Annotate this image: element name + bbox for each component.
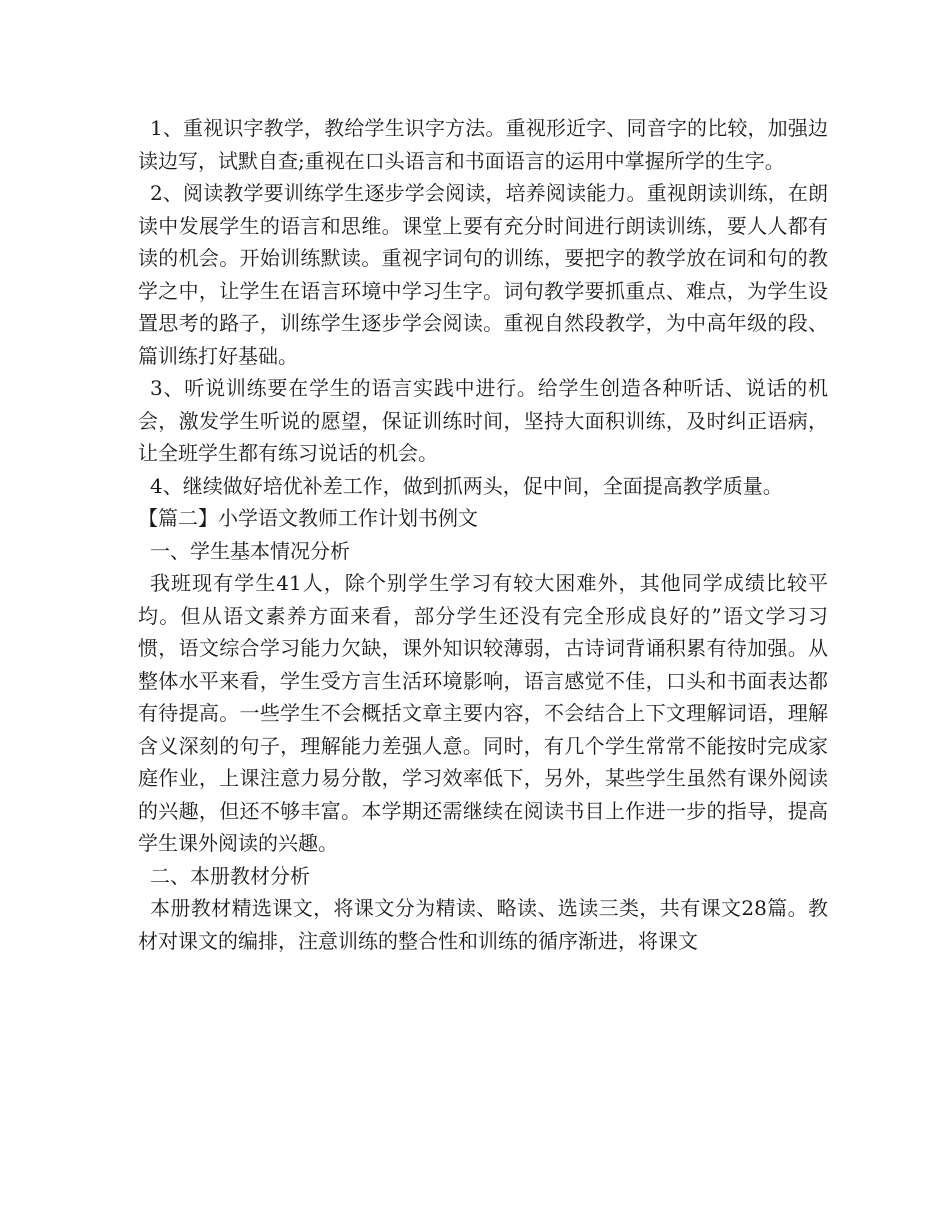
section-heading-2: 二、本册教材分析 — [150, 863, 310, 888]
paragraph-item-3: 3、听说训练要在学生的语言实践中进行。给学生创造各种听话、说话的机会，激发学生听说的愿望，保证训练时间，坚持大面积训练，及时纠正语病，让全班学生都有练习说话的机会。 — [138, 376, 828, 465]
student-analysis-paragraph: 我班现有学生41人，除个别学生学习有较大困难外，其他同学成绩比较平均。但从语文素养方面来看，部分学生还没有完全形成良好的”语文学习习惯，语文综合学习能力欠缺，课外知识较薄弱，古诗词背诵积累有待加强。从整体水平来看，学生受方言生活环境影响，语言感觉不佳，口头和书面表达都有待提高。一些学生不会概括文章主要内容，不会结合上下文理解词语，理解含义深刻的句子，理解能力差强人意。同时，有几个学生常常不能按时完成家庭作业，上课注意力易分散，学习效率低下，另外，某些学生虽然有课外阅读的兴趣，但还不够丰富。本学期还需继续在阅读书目上作进一步的指导，提高学生课外阅读的兴趣。 — [138, 571, 828, 855]
section-heading-1: 一、学生基本情况分析 — [150, 538, 350, 563]
document-page — [138, 112, 828, 957]
paragraph-item-1: 1、重视识字教学，教给学生识字方法。重视形近字、同音字的比较，加强边读边写，试默自查;重视在口头语言和书面语言的运用中掌握所学的生字。 — [138, 116, 828, 173]
textbook-analysis-paragraph: 本册教材精选课文，将课文分为精读、略读、选读三类，共有课文28篇。教材对课文的编排，注意训练的整合性和训练的循序渐进，将课文 — [138, 896, 828, 953]
paragraph-item-4: 4、继续做好培优补差工作，做到抓两头，促中间，全面提高教学质量。 — [150, 473, 783, 498]
section-title: 【篇二】小学语文教师工作计划书例文 — [138, 506, 478, 530]
paragraph-item-2: 2、阅读教学要训练学生逐步学会阅读，培养阅读能力。重视朗读训练，在朗读中发展学生的语言和思维。课堂上要有充分时间进行朗读训练，要人人都有读的机会。开始训练默读。重视字词句的训练，要把字的教学放在词和句的教学之中，让学生在语言环境中学习生字。词句教学要抓重点、难点，为学生设置思考的路子，训练学生逐步学会阅读。重视自然段教学，为中高年级的段、篇训练打好基础。 — [138, 181, 828, 368]
